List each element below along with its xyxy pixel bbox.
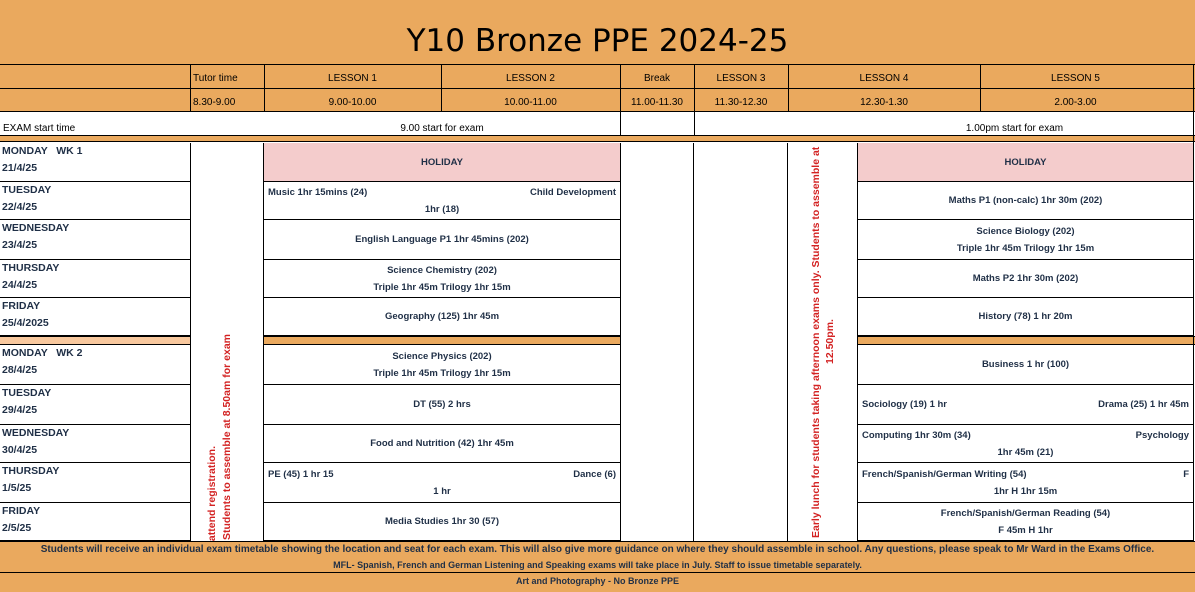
afternoon-exam-cell bbox=[858, 182, 1193, 220]
header-break: Break bbox=[643, 72, 671, 84]
exam-text-left: PE (45) 1 hr 15 bbox=[268, 468, 334, 480]
exam-text-right: F bbox=[1183, 468, 1189, 480]
morning-note-2: attend registration. bbox=[206, 445, 218, 541]
break-column bbox=[620, 143, 694, 541]
header-lesson-3: LESSON 3 bbox=[716, 72, 766, 84]
morning-exam-cell bbox=[264, 463, 620, 503]
exam-start-divider-left bbox=[620, 112, 621, 136]
day-name: MONDAY WK 1 bbox=[2, 145, 83, 157]
exam-text-line-1: Maths P2 1hr 30m (202) bbox=[972, 273, 1079, 284]
day-name: FRIDAY bbox=[2, 505, 41, 517]
exam-text-line-1: Food and Nutrition (42) 1hr 45m bbox=[370, 438, 514, 449]
day-date: 2/5/25 bbox=[2, 522, 32, 534]
time-tutor: 8.30-9.00 bbox=[193, 96, 236, 108]
morning-note-text: Students to assemble at 8.50am for exam bbox=[221, 333, 233, 540]
header-lesson-1: LESSON 1 bbox=[328, 72, 377, 84]
exam-text-line-1: History (78) 1 hr 20m bbox=[978, 311, 1073, 322]
exam-text-right: Psychology bbox=[1135, 429, 1189, 441]
exam-text-line-2: Triple 1hr 45m Trilogy 1hr 15m bbox=[373, 281, 511, 293]
exam-start-am: 9.00 start for exam bbox=[400, 122, 484, 134]
day-cell bbox=[0, 143, 190, 182]
separator-bar bbox=[0, 136, 1195, 142]
day-cell bbox=[0, 385, 190, 425]
lunch-note-text-2: 12.50pm. bbox=[823, 319, 836, 365]
day-cell bbox=[0, 298, 190, 336]
morning-exam-cell bbox=[264, 425, 620, 463]
lunch-note-column bbox=[788, 143, 858, 541]
exam-text-right: Dance (6) bbox=[573, 468, 616, 480]
day-cell bbox=[0, 503, 190, 541]
exam-text-left: Sociology (19) 1 hr bbox=[862, 399, 947, 410]
exam-text-line-1: Maths P1 (non-calc) 1hr 30m (202) bbox=[948, 195, 1103, 206]
day-name: TUESDAY bbox=[2, 387, 52, 399]
exam-text-right: Child Development bbox=[529, 186, 616, 198]
exam-start-divider-right bbox=[694, 112, 695, 136]
header-lesson-2: LESSON 2 bbox=[506, 72, 555, 84]
day-cell bbox=[0, 260, 190, 298]
exam-text-line-2: Triple 1hr 45m Trilogy 1hr 15m bbox=[956, 242, 1095, 254]
time-lesson-2: 10.00-11.00 bbox=[504, 96, 557, 108]
exam-text-line-1: HOLIDAY bbox=[421, 156, 463, 168]
exam-text-line-1: Media Studies 1hr 30 (57) bbox=[384, 516, 500, 527]
footer-line-3: Art and Photography - No Bronze PPE bbox=[515, 576, 679, 586]
afternoon-exam-cell bbox=[858, 345, 1193, 385]
week-gap-afternoon bbox=[858, 336, 1195, 345]
day-date: 30/4/25 bbox=[2, 444, 38, 456]
footer-line-1: Students will receive an individual exam timetable showing the location and seat for each exam. This will also give more guidance on where they should assemble in school. Any questions, please speak to Mr Ward in the Exams Office. bbox=[40, 544, 1155, 555]
morning-exam-cell bbox=[264, 143, 620, 182]
afternoon-exam-cell bbox=[858, 503, 1193, 541]
exam-text-line-1: HOLIDAY bbox=[1004, 156, 1047, 168]
header-tutor: Tutor time bbox=[193, 72, 238, 84]
morning-exam-cell bbox=[264, 345, 620, 385]
header-lesson-4: LESSON 4 bbox=[859, 72, 909, 84]
time-break: 11.00-11.30 bbox=[631, 96, 683, 108]
exam-text-line-1: English Language P1 1hr 45mins (202) bbox=[355, 234, 529, 245]
footer bbox=[0, 541, 1195, 592]
morning-exam-cell bbox=[264, 503, 620, 541]
exam-text-line-2: F 45m H 1hr bbox=[998, 524, 1053, 536]
exam-text-line-2: 1hr 45m (21) bbox=[997, 446, 1054, 458]
day-date: 1/5/25 bbox=[2, 482, 32, 494]
day-name: TUESDAY bbox=[2, 184, 52, 196]
afternoon-exam-cell bbox=[858, 385, 1193, 425]
day-name: THURSDAY bbox=[2, 465, 60, 477]
exam-text-left: Music 1hr 15mins (24) bbox=[268, 186, 368, 198]
exam-text-line-2: 1hr H 1hr 15m bbox=[993, 485, 1058, 497]
morning-exam-cell bbox=[264, 182, 620, 220]
time-lesson-1: 9.00-10.00 bbox=[328, 96, 377, 108]
exam-text-line-1: Business 1 hr (100) bbox=[981, 359, 1070, 370]
exam-text-line-2: 1 hr bbox=[433, 485, 451, 497]
day-name: THURSDAY bbox=[2, 262, 60, 274]
exam-text-left: French/Spanish/German Writing (54) bbox=[862, 468, 1027, 480]
exam-start-pm: 1.00pm start for exam bbox=[965, 122, 1064, 134]
day-date: 24/4/25 bbox=[2, 279, 38, 291]
day-name: WEDNESDAY bbox=[2, 427, 70, 439]
day-date: 22/4/25 bbox=[2, 201, 38, 213]
afternoon-exam-cell bbox=[858, 298, 1193, 336]
day-date: 28/4/25 bbox=[2, 364, 38, 376]
time-lesson-5: 2.00-3.00 bbox=[1054, 96, 1097, 108]
day-cell bbox=[0, 220, 190, 260]
time-lesson-3: 11.30-12.30 bbox=[714, 96, 768, 108]
exam-text-line-1: DT (55) 2 hrs bbox=[413, 399, 471, 410]
day-name: FRIDAY bbox=[2, 300, 41, 312]
exam-text-line-1: Science Physics (202) bbox=[392, 350, 492, 362]
exam-text-line-2: Triple 1hr 45m Trilogy 1hr 15m bbox=[373, 367, 511, 379]
exam-start-label: EXAM start time bbox=[3, 122, 76, 134]
lunch-note-text-1: Early lunch for students taking afternoon exams only. Students to assemble at bbox=[809, 146, 822, 538]
afternoon-exam-cell bbox=[858, 425, 1193, 463]
exam-text-line-1: French/Spanish/German Reading (54) bbox=[940, 507, 1111, 519]
week-gap-morning bbox=[264, 336, 620, 345]
day-date: 25/4/2025 bbox=[2, 317, 49, 329]
morning-note-column bbox=[190, 143, 264, 541]
day-date: 29/4/25 bbox=[2, 404, 38, 416]
page-title bbox=[0, 0, 1195, 64]
day-cell bbox=[0, 345, 190, 385]
morning-exam-cell bbox=[264, 298, 620, 336]
day-name: MONDAY WK 2 bbox=[2, 347, 83, 359]
day-name: WEDNESDAY bbox=[2, 222, 70, 234]
afternoon-exam-cell bbox=[858, 260, 1193, 298]
afternoon-exam-cell bbox=[858, 220, 1193, 260]
exam-text-line-1: Science Chemistry (202) bbox=[387, 264, 497, 276]
footer-line-2: MFL- Spanish, French and German Listening and Speaking exams will take place in July. Staff to issue timetable separately. bbox=[333, 560, 862, 570]
day-date: 21/4/25 bbox=[2, 162, 38, 174]
time-lesson-4: 12.30-1.30 bbox=[860, 96, 908, 108]
exam-text-line-1: Geography (125) 1hr 45m bbox=[384, 311, 500, 322]
afternoon-exam-cell bbox=[858, 143, 1193, 182]
exam-text-left: Computing 1hr 30m (34) bbox=[862, 429, 971, 441]
day-cell bbox=[0, 463, 190, 503]
exam-text-right: Drama (25) 1 hr 45m bbox=[1098, 399, 1189, 410]
week-gap-left bbox=[0, 336, 190, 345]
afternoon-exam-cell bbox=[858, 463, 1193, 503]
morning-exam-cell bbox=[264, 220, 620, 260]
header-lesson-5: LESSON 5 bbox=[1051, 72, 1100, 84]
exam-text-line-1: Science Biology (202) bbox=[976, 225, 1075, 237]
exam-text-line-2: 1hr (18) bbox=[424, 203, 460, 215]
day-cell bbox=[0, 425, 190, 463]
lunch-column bbox=[694, 143, 788, 541]
page-title-text: Y10 Bronze PPE 2024-25 bbox=[406, 23, 789, 59]
right-edge bbox=[1193, 64, 1194, 542]
day-cell bbox=[0, 182, 190, 220]
day-date: 23/4/25 bbox=[2, 239, 38, 251]
morning-exam-cell bbox=[264, 260, 620, 298]
morning-exam-cell bbox=[264, 385, 620, 425]
